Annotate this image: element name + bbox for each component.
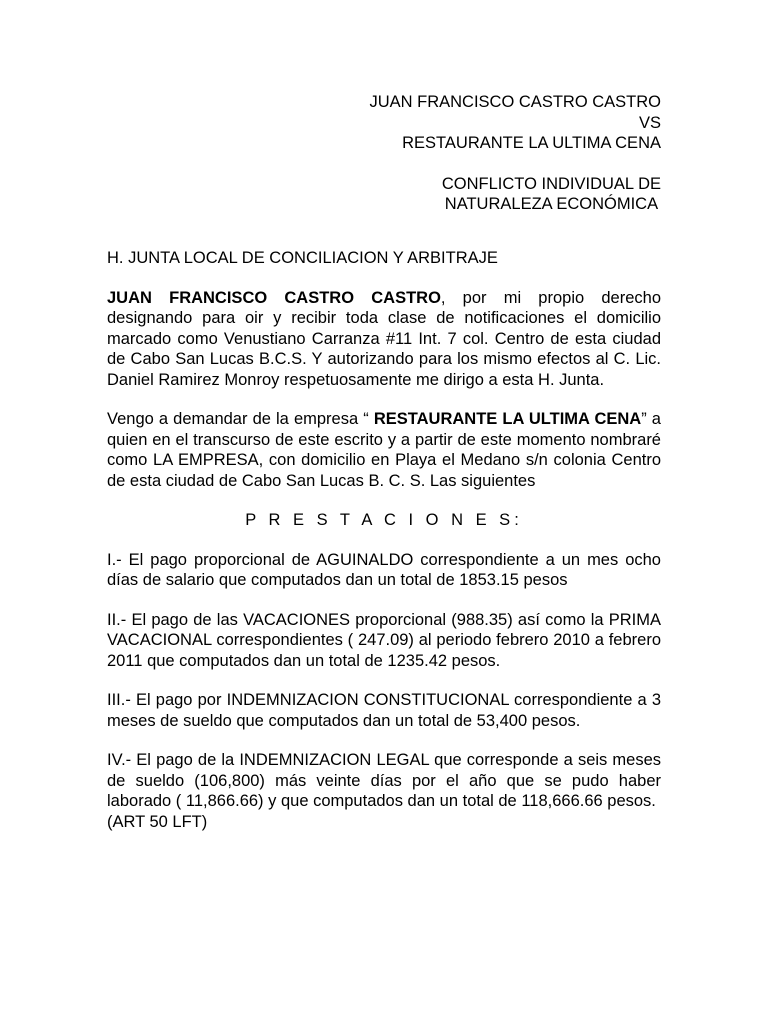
prestacion-item-text: IV.- El pago de la INDEMNIZACION LEGAL que corresponde a seis meses de sueldo (106,800) más veinte días por el año que se pudo haber laborado ( 11,866.66) y que computados dan un total de 118,666.66 pesos.: [107, 751, 661, 810]
intro-name: JUAN FRANCISCO CASTRO CASTRO: [107, 288, 441, 307]
defendant-name: RESTAURANTE LA ULTIMA CENA: [402, 134, 661, 152]
addressee: H. JUNTA LOCAL DE CONCILIACION Y ARBITRAJE: [107, 249, 498, 267]
prestaciones-title: P R E S T A C I O N E S:: [245, 511, 523, 529]
intro-text: , por mi propio derecho designando para oir y recibir toda clase de notificaciones el domicilio marcado como Venustiano Carranza #11 Int. 7 col. Centro de esta ciudad de Cabo San Lucas B.C.S. Y autorizando para los mismo efectos al C. Lic. Daniel Ramirez Monroy respetuosamente me dirigo a esta H. Junta.: [107, 288, 661, 389]
intro-paragraph: [107, 288, 661, 391]
conflict-line-2: NATURALEZA ECONÓMICA: [444, 195, 659, 213]
prestacion-item: I.- El pago proporcional de AGUINALDO correspondiente a un mes ocho días de salario que computados dan un total de 1853.15 pesos: [107, 550, 661, 589]
demand-company: RESTAURANTE LA ULTIMA CENA: [373, 410, 642, 428]
prestacion-item: III.- El pago por INDEMNIZACION CONSTITUCIONAL correspondiente a 3 meses de sueldo que computados dan un total de 53,400 pesos.: [107, 691, 661, 730]
article-reference: (ART 50 LFT): [107, 812, 208, 831]
demand-paragraph: [107, 409, 661, 491]
prestacion-item-4: [107, 750, 661, 832]
document-body: [107, 248, 661, 851]
case-header: [369, 92, 661, 215]
conflict-type: [442, 174, 661, 215]
conflict-line-1: CONFLICTO INDIVIDUAL DE: [441, 174, 661, 193]
prestacion-item: II.- El pago de las VACACIONES proporcional (988.35) así como la PRIMA VACACIONAL correspondientes ( 247.09) al periodo febrero 2010 a febrero 2011 que computados dan un total de 1235.42 pesos.: [107, 610, 661, 670]
versus-label: VS: [638, 113, 661, 132]
plaintiff-name: JUAN FRANCISCO CASTRO CASTRO: [369, 93, 661, 111]
demand-pre: Vengo a demandar de la empresa “: [107, 410, 374, 428]
demand-post: ” a quien en el transcurso de este escrito y a partir de este momento nombraré como LA EMPRESA, con domicilio en Playa el Medano s/n colonia Centro de esta ciudad de Cabo San Lucas B. C. S. Las siguientes: [107, 410, 661, 490]
